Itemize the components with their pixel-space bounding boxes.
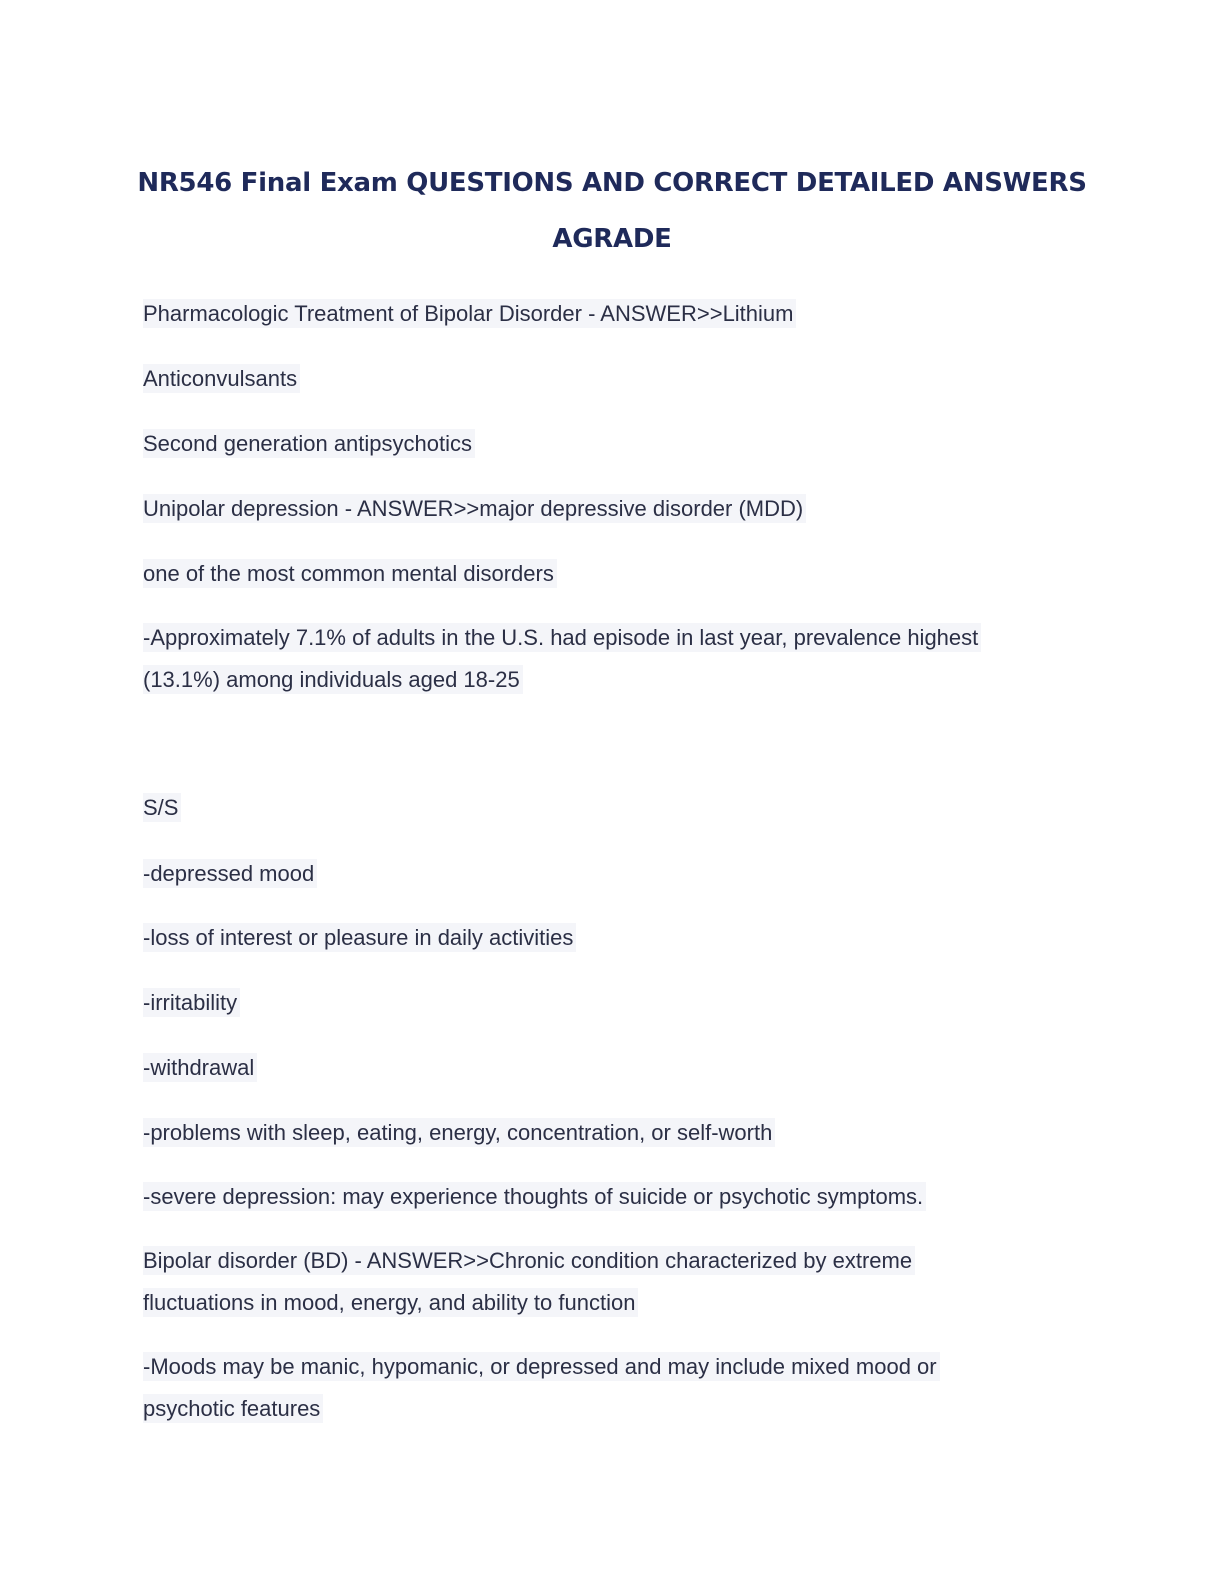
text-line: (13.1%) among individuals aged 18-25 [143,665,523,694]
text-line: psychotic features [143,1394,323,1423]
text-line-common-disorder [143,559,557,589]
text-line: S/S [143,793,181,822]
text-line-moods-2 [143,1394,323,1424]
list-item-problems [143,1118,775,1148]
text-line: -irritability [143,988,240,1017]
text-line-prevalence-1 [143,623,981,653]
qa-line-bipolar-disorder-2 [143,1288,638,1318]
list-item-depressed-mood [143,859,317,889]
text-line: -Approximately 7.1% of adults in the U.S. had episode in last year, prevalence highest [143,623,981,652]
document-title-line-1: NR546 Final Exam QUESTIONS AND CORRECT DETAILED ANSWERS [137,168,1087,198]
text-line: Anticonvulsants [143,364,300,393]
text-line: Unipolar depression - ANSWER>>major depressive disorder (MDD) [143,494,806,523]
text-line: -loss of interest or pleasure in daily activities [143,923,576,952]
qa-line-bipolar-disorder-1 [143,1246,915,1276]
document-title-line-2: AGRADE [552,224,672,254]
list-item-loss-of-interest [143,923,576,953]
text-line: fluctuations in mood, energy, and ability to function [143,1288,638,1317]
text-line: -depressed mood [143,859,317,888]
list-item-severe-depression [143,1182,926,1212]
text-line: Second generation antipsychotics [143,429,475,458]
list-item-withdrawal [143,1053,257,1083]
text-line: -withdrawal [143,1053,257,1082]
text-line: Bipolar disorder (BD) - ANSWER>>Chronic condition characterized by extreme [143,1246,915,1275]
text-line: -severe depression: may experience thoughts of suicide or psychotic symptoms. [143,1182,926,1211]
list-item-anticonvulsants [143,364,300,394]
qa-line-unipolar-depression [143,494,806,524]
text-line: -Moods may be manic, hypomanic, or depressed and may include mixed mood or [143,1352,940,1381]
text-line-prevalence-2 [143,665,523,695]
text-line-moods-1 [143,1352,940,1382]
text-line: -problems with sleep, eating, energy, concentration, or self-worth [143,1118,775,1147]
qa-line-bipolar-treatment [143,299,796,329]
list-item-irritability [143,988,240,1018]
list-item-antipsychotics [143,429,475,459]
section-heading-signs-symptoms [143,793,181,823]
text-line: Pharmacologic Treatment of Bipolar Disorder - ANSWER>>Lithium [143,299,796,328]
text-line: one of the most common mental disorders [143,559,557,588]
